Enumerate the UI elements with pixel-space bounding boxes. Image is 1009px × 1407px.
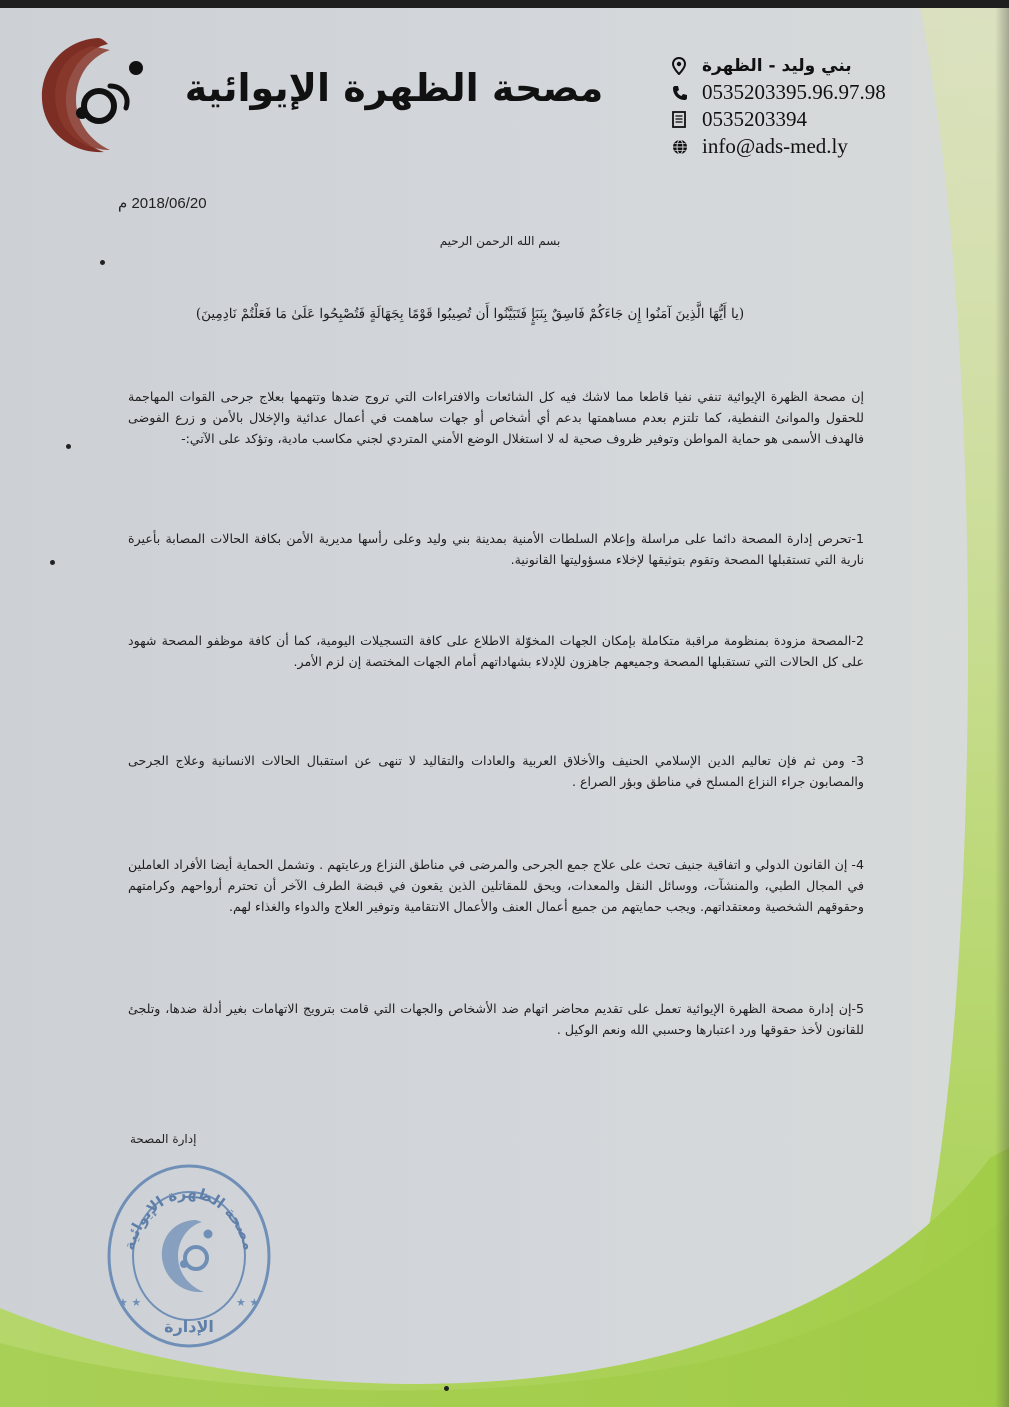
phone-text: 0535203395.96.97.98 — [702, 80, 886, 104]
fax-text: 0535203394 — [702, 107, 807, 131]
contact-phone — [672, 79, 932, 106]
point-3: 3- ومن ثم فإن تعاليم الدين الإسلامي الحنيف والأخلاق العربية والعادات والتقاليد لا تنهى عن استقبال الحالات الانسانية وعلاج الجرحى والمصابون جراء النزاع المسلح في مناطق وبؤر الصراع . — [128, 753, 864, 789]
top-border — [0, 0, 1009, 8]
point-4: 4- إن القانون الدولي و اتفاقية جنيف تحث على علاج جمع الجرحى والمرضى في مناطق النزاع ورعايتهم . وتشمل الحماية أيضا الأفراد العاملين في المجال الطبي، والمنشآت، ووسائل النقل والمعدات، ويحق للمقاتلين الذين يقعون في قبضة الطرف الآخر أن تحترم أرواحهم وكرامتهم وحقوقهم الشخصية ومعتقداتهم. ويجب حمايتهم من جميع أعمال العنف والأعمال الانتقامية وتوفير العلاج والدواء والغذاء لهم. — [128, 857, 864, 914]
address-text: بني وليد - الظهرة — [702, 55, 852, 76]
clinic-logo — [28, 28, 154, 162]
official-stamp — [104, 1148, 274, 1348]
point-2: 2-المصحة مزودة بمنظومة مراقبة متكاملة بإمكان الجهات المخوّلة الاطلاع على كافة التسجيلات اليومية، كما أن كافة موظفو المصحة شهود على كل الحالات التي تستقبلها المصحة وجميعهم جاهزون للإدلاء بشهاداتهم أمام الجهات المختصة إن لزم الأمر. — [128, 633, 864, 669]
svg-text:★ ★: ★ ★ — [118, 1296, 142, 1309]
svg-text:★ ★: ★ ★ — [236, 1296, 260, 1309]
speck — [444, 1386, 449, 1391]
contact-fax — [672, 106, 932, 133]
stamp-text: مصحة الظهرة الإيوائية — [120, 1183, 258, 1252]
signoff-management: إدارة المصحة — [130, 1132, 197, 1146]
point-5: 5-إن إدارة مصحة الظهرة الإيوائية تعمل على تقديم محاضر اتهام ضد الأشخاص والجهات التي قامت بترويج الاتهامات بغير أدلة ضدها، وتلجئ للقانون لأخذ حقوقها ورد اعتبارها وحسبي الله ونعم الوكيل . — [128, 1001, 864, 1037]
page-edge-shadow — [995, 8, 1009, 1407]
fax-icon — [672, 111, 702, 128]
speck — [50, 560, 55, 565]
stamp-bottom-text: الإدارة — [164, 1317, 214, 1336]
point-1: 1-تحرص إدارة المصحة دائما على مراسلة وإعلام السلطات الأمنية بمدينة بني وليد وعلى رأسها مديرية الأمن بكافة الحالات المصابة بأعيرة نارية التي تستقبلها المصحة وتقوم بتوثيقها لإخلاء مسؤوليتها القانونية. — [128, 531, 864, 567]
letter-page — [0, 8, 1009, 1407]
contact-address — [672, 52, 932, 79]
contact-block — [672, 52, 932, 160]
contact-email — [672, 133, 932, 160]
speck — [66, 444, 71, 449]
basmala: بسم الله الرحمن الرحيم — [439, 234, 561, 248]
intro-paragraph: إن مصحة الظهرة الإيوائية تنفي نفيا قاطعا مما لاشك فيه كل الشائعات والافتراءات التي تروج ضدها وتتهمها بعلاج جرحى القوات المهاجمة للحقول والموانئ النفطية، كما تلتزم بعدم مساهمتها بدعم أي أشخاص أو جهات ساهمت في أعمال عدائية والإخلال بالأمن و زرع الفوضى فالهدف الأسمى هو حماية المواطن وتوفير ظروف صحية له لا استغلال الوضع الأمني المتردي لجني مكاسب مادية، وتؤكد على الآتي:- — [128, 389, 864, 446]
globe-icon — [672, 139, 702, 155]
quran-verse: (يا أَيُّهَا الَّذِينَ آمَنُوا إِن جَاءَكُمْ فَاسِقٌ بِنَبَإٍ فَتَبَيَّنُوا أَن تُصِيبُوا قَوْمًا بِجَهَالَةٍ فَتُصْبِحُوا عَلَىٰ مَا فَعَلْتُمْ نَادِمِينَ) — [195, 306, 745, 322]
phone-icon — [672, 85, 702, 101]
letter-date: 2018/06/20 م — [118, 195, 207, 212]
location-pin-icon — [672, 57, 702, 75]
email-text: info@ads-med.ly — [702, 134, 848, 158]
speck — [100, 260, 105, 265]
clinic-name-title: مصحة الظهرة الإيوائية — [184, 66, 604, 110]
